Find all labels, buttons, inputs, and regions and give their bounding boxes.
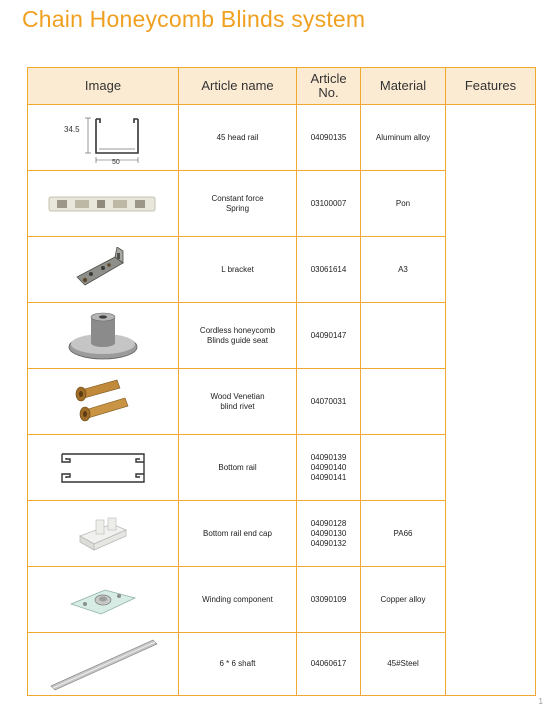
header-material: Material [361,68,446,105]
winding-component-icon [63,580,143,620]
article-no-cell [297,237,361,303]
article-no: 04090140 [310,462,347,472]
article-no: 04090139 [310,452,347,462]
article-no: 04090141 [310,472,347,482]
article-no-cell [297,105,361,171]
page-number: 1 [538,697,543,706]
article-name-line: 45 head rail [216,132,259,142]
article-no-cell [297,435,361,501]
article-no-cell [297,171,361,237]
article-name-cell [179,237,297,303]
header-features: Features [446,68,536,105]
shaft-icon [43,636,163,692]
article-name-cell [179,171,297,237]
material-cell: A3 [361,237,446,303]
article-no: 04090132 [310,538,347,548]
row-image-cell [28,303,179,369]
header-article-no-line2: No. [318,85,339,100]
article-no-cell [297,567,361,633]
row-image-cell [28,369,179,435]
dim-width-label: 50 [112,158,120,166]
article-no: 03090109 [310,594,347,604]
table-header-row [28,68,536,105]
article-no-cell [297,633,361,696]
article-no-cell [297,501,361,567]
article-name-line: Cordless honeycomb [199,325,276,335]
article-no: 04090130 [310,528,347,538]
article-name-cell [179,105,297,171]
article-name-cell [179,501,297,567]
article-name-line: Spring [225,203,250,213]
article-no: 04060617 [310,659,347,668]
guide-seat-icon [63,307,143,365]
article-name-line: Wood Venetian [210,391,265,401]
material-cell [361,435,446,501]
row-image-cell [28,633,179,696]
article-name-cell [179,435,297,501]
article-name-line: L bracket [221,264,254,274]
l-bracket-icon [63,247,143,293]
article-name-line: Constant force [211,193,264,203]
article-no: 04090147 [310,330,347,340]
bottom-rail-profile-icon [48,450,158,486]
material-cell: Aluminum alloy [361,105,446,171]
article-no: 04070031 [310,396,347,406]
row-image-cell [28,105,179,171]
rivet-icon [63,376,143,428]
material-cell: Copper alloy [361,567,446,633]
article-no-cell [297,303,361,369]
header-article-no [297,68,361,105]
parts-table [27,67,536,696]
row-image-cell [28,435,179,501]
head-rail-profile-icon [38,109,168,167]
row-image-cell [28,501,179,567]
row-image-cell [28,567,179,633]
article-no: 04090128 [310,518,347,528]
article-name-line: blind rivet [220,401,255,411]
material-cell [361,369,446,435]
material-cell: 45#Steel [361,633,446,696]
header-image: Image [28,68,179,105]
header-article-no-line1: Article [310,71,347,86]
material-cell: Pon [361,171,446,237]
table-row [28,105,536,171]
material-cell [361,303,446,369]
article-name-line: Winding component [202,594,273,604]
article-name-line: Blinds guide seat [207,335,268,345]
row-image-cell [28,237,179,303]
article-no: 04090135 [310,132,347,142]
article-no: 03100007 [310,198,347,208]
article-name-cell [179,369,297,435]
article-name-cell [179,567,297,633]
article-name-line: Bottom rail end cap [203,528,272,538]
article-name-line: 6 * 6 shaft [219,659,256,668]
features-cell [446,105,536,696]
article-name-cell [179,303,297,369]
dim-height-label: 34.5 [64,124,80,134]
page-title: Chain Honeycomb Blinds system [22,6,366,32]
article-name-cell [179,633,297,696]
end-cap-icon [68,512,138,556]
spring-icon [43,189,163,219]
article-no-cell [297,369,361,435]
article-no: 03061614 [310,264,347,274]
header-article-name: Article name [179,68,297,105]
article-name-line: Bottom rail [218,462,257,472]
material-cell: PA66 [361,501,446,567]
row-image-cell [28,171,179,237]
